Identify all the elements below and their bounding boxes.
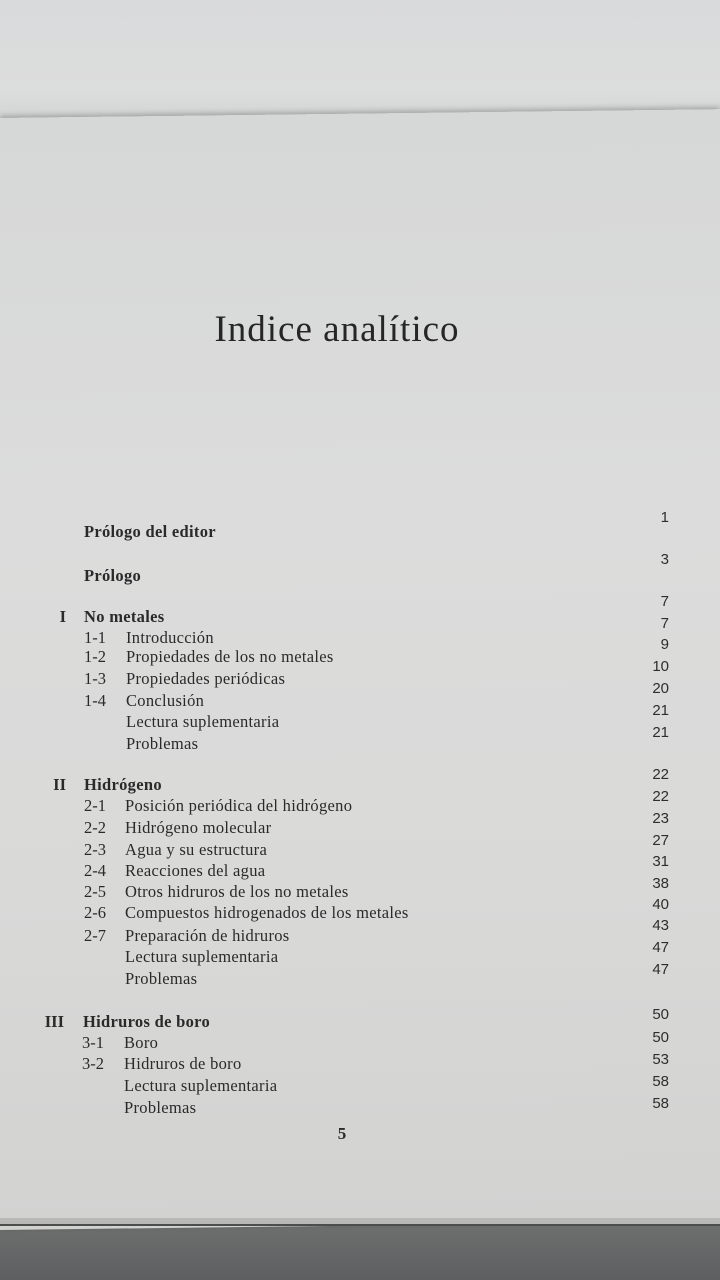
chapter-numeral: III bbox=[44, 1012, 64, 1031]
toc-page-number: 53 bbox=[652, 1051, 669, 1068]
toc-entry bbox=[0, 902, 720, 924]
toc-page-number: 31 bbox=[652, 853, 669, 870]
section-number: 2-7 bbox=[84, 926, 106, 945]
toc-entry bbox=[0, 733, 720, 755]
section-number: 1-4 bbox=[84, 691, 106, 710]
toc-entry bbox=[0, 711, 720, 733]
section-number: 2-4 bbox=[84, 861, 106, 880]
page-edge bbox=[0, 1218, 720, 1226]
toc-front-matter-editor bbox=[0, 521, 720, 543]
section-title: Propiedades de los no metales bbox=[126, 647, 334, 666]
toc-page-number: 23 bbox=[652, 810, 669, 827]
section-title: Problemas bbox=[124, 1098, 197, 1117]
section-number: 3-1 bbox=[82, 1033, 104, 1052]
section-title: Introducción bbox=[126, 628, 214, 647]
page-title: Indice analítico bbox=[214, 309, 460, 350]
toc-page-number: 40 bbox=[652, 896, 669, 913]
section-number: 2-2 bbox=[84, 818, 106, 837]
toc-entry bbox=[0, 646, 720, 668]
section-title: Hidrógeno molecular bbox=[125, 818, 272, 837]
toc-page-number: 58 bbox=[652, 1095, 669, 1112]
toc-entry bbox=[0, 881, 720, 903]
toc-page-number: 22 bbox=[652, 766, 669, 783]
toc-entry bbox=[0, 1032, 720, 1054]
section-title: Otros hidruros de los no metales bbox=[125, 882, 349, 901]
section-title: Problemas bbox=[125, 969, 198, 988]
section-title: Conclusión bbox=[126, 691, 205, 710]
table-surface bbox=[0, 1220, 720, 1280]
section-title: Lectura suplementaria bbox=[125, 947, 279, 966]
toc-entry bbox=[0, 817, 720, 839]
toc-entry bbox=[0, 860, 720, 882]
section-title: Posición periódica del hidrógeno bbox=[125, 796, 353, 815]
toc-entry bbox=[0, 1053, 720, 1075]
section-title: Compuestos hidrogenados de los metales bbox=[125, 903, 409, 922]
toc-chapter-heading bbox=[0, 606, 720, 628]
toc-page-number: 38 bbox=[652, 875, 669, 892]
section-title: Hidruros de boro bbox=[124, 1054, 242, 1073]
toc-page-number: 10 bbox=[652, 658, 669, 675]
toc-entry bbox=[0, 1097, 720, 1119]
toc-page-number: 58 bbox=[652, 1073, 669, 1090]
toc-front-matter-prologue bbox=[0, 565, 720, 587]
toc-page-number: 9 bbox=[660, 636, 669, 653]
toc-page-number: 50 bbox=[652, 1029, 669, 1046]
toc-entry bbox=[0, 1075, 720, 1097]
toc-page-number: 27 bbox=[652, 832, 669, 849]
toc-entry-label: Prólogo del editor bbox=[84, 522, 216, 541]
section-title: Lectura suplementaria bbox=[126, 712, 280, 731]
section-number: 2-1 bbox=[84, 796, 106, 815]
toc-page-number: 47 bbox=[652, 961, 669, 978]
toc-page-number: 7 bbox=[660, 593, 669, 610]
section-title: Reacciones del agua bbox=[125, 861, 266, 880]
toc-page-number: 21 bbox=[652, 702, 669, 719]
section-number: 3-2 bbox=[82, 1054, 104, 1073]
section-number: 1-2 bbox=[84, 647, 106, 666]
section-title: Problemas bbox=[126, 734, 199, 753]
toc-page-number: 47 bbox=[652, 939, 669, 956]
toc-page-number: 3 bbox=[660, 551, 669, 568]
toc-page-number: 50 bbox=[652, 1006, 669, 1023]
chapter-numeral: I bbox=[59, 607, 66, 626]
section-title: Propiedades periódicas bbox=[126, 669, 286, 688]
toc-entry bbox=[0, 968, 720, 990]
chapter-title: Hidrógeno bbox=[84, 775, 162, 794]
toc-page-number: 7 bbox=[660, 615, 669, 632]
section-title: Preparación de hidruros bbox=[125, 926, 290, 945]
toc-entry bbox=[0, 946, 720, 968]
toc-entry-label: Prólogo bbox=[84, 566, 142, 585]
toc-entry bbox=[0, 839, 720, 861]
toc-page-number: 1 bbox=[660, 509, 669, 526]
toc-chapter-heading bbox=[0, 1011, 720, 1033]
chapter-numeral: II bbox=[53, 775, 66, 794]
toc-entry bbox=[0, 795, 720, 817]
chapter-title: No metales bbox=[84, 607, 165, 626]
toc-chapter-heading bbox=[0, 774, 720, 796]
section-number: 2-6 bbox=[84, 903, 106, 922]
toc-entry bbox=[0, 925, 720, 947]
toc-page-number: 43 bbox=[652, 917, 669, 934]
chapter-title: Hidruros de boro bbox=[83, 1012, 211, 1031]
page-number-footer: 5 bbox=[337, 1124, 347, 1143]
section-number: 2-3 bbox=[84, 840, 106, 859]
section-title: Lectura suplementaria bbox=[124, 1076, 278, 1095]
toc-entry bbox=[0, 668, 720, 690]
section-number: 1-1 bbox=[84, 628, 106, 647]
section-number: 2-5 bbox=[84, 882, 106, 901]
toc-page-number: 20 bbox=[652, 680, 669, 697]
section-title: Agua y su estructura bbox=[125, 840, 268, 859]
toc-page-number: 21 bbox=[652, 724, 669, 741]
section-title: Boro bbox=[124, 1033, 159, 1052]
toc-entry bbox=[0, 690, 720, 712]
toc-page-number: 22 bbox=[652, 788, 669, 805]
section-number: 1-3 bbox=[84, 669, 106, 688]
